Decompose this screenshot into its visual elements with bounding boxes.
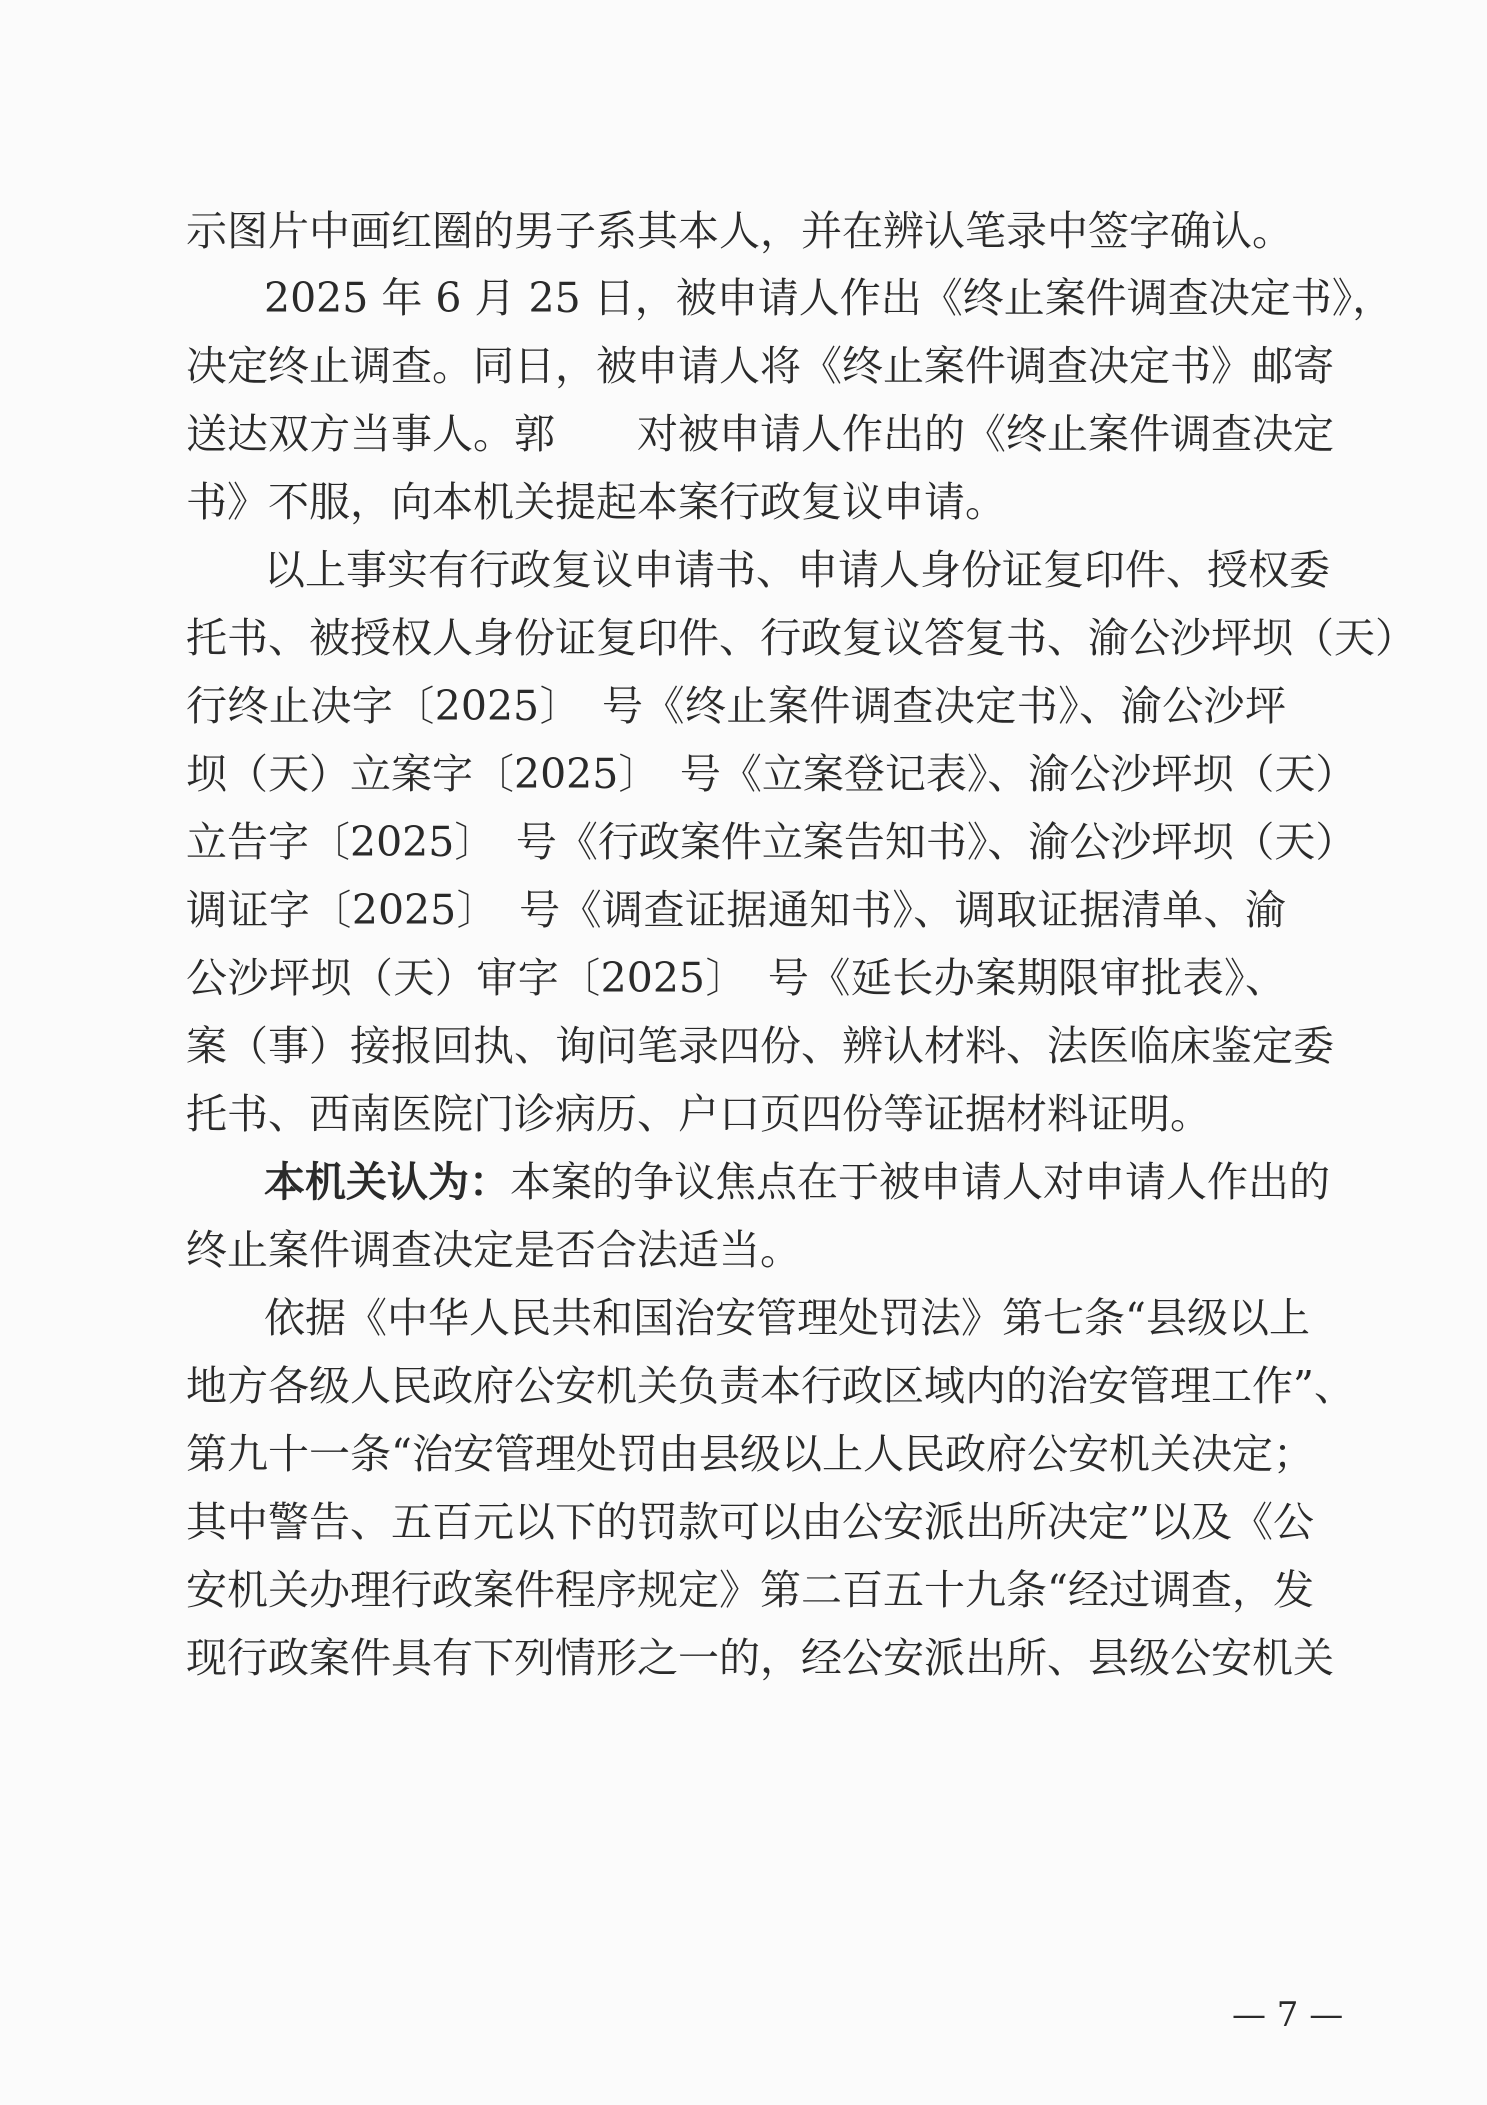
text-line: 其中警告、五百元以下的罚款可以由公安派出所决定”以及《公 <box>186 1498 1314 1546</box>
text-line: 书》不服，向本机关提起本案行政复议申请。 <box>186 478 1006 526</box>
text-line: 终止案件调查决定是否合法适当。 <box>186 1226 801 1274</box>
text-line: 坝（天）立案字〔2025〕 号《立案登记表》、渝公沙坪坝（天） <box>186 750 1357 798</box>
text-line: 决定终止调查。同日，被申请人将《终止案件调查决定书》邮寄 <box>186 342 1334 390</box>
text-line: 调证字〔2025〕 号《调查证据通知书》、调取证据清单、渝 <box>186 886 1286 934</box>
text-line: 托书、西南医院门诊病历、户口页四份等证据材料证明。 <box>186 1090 1211 1138</box>
text-line: 安机关办理行政案件程序规定》第二百五十九条“经过调查，发 <box>186 1566 1314 1614</box>
text-line: 现行政案件具有下列情形之一的，经公安派出所、县级公安机关 <box>186 1634 1334 1682</box>
section-heading: 本机关认为： <box>264 1158 510 1206</box>
text-line <box>264 1152 1330 1212</box>
page-number: — 7 — <box>1232 1995 1344 2035</box>
text-line: 送达双方当事人。郭 对被申请人作出的《终止案件调查决定 <box>186 410 1334 458</box>
text-line: 立告字〔2025〕 号《行政案件立案告知书》、渝公沙坪坝（天） <box>186 818 1357 866</box>
text-line: 行终止决字〔2025〕 号《终止案件调查决定书》、渝公沙坪 <box>186 682 1286 730</box>
text-line: 示图片中画红圈的男子系其本人，并在辨认笔录中签字确认。 <box>186 207 1293 255</box>
text-line: 案（事）接报回执、询问笔录四份、辨认材料、法医临床鉴定委 <box>186 1022 1334 1070</box>
text-line: 第九十一条“治安管理处罚由县级以上人民政府公安机关决定； <box>186 1430 1314 1478</box>
text-line: 托书、被授权人身份证复印件、行政复议答复书、渝公沙坪坝（天） <box>186 614 1416 662</box>
text-line-content: 本案的争议焦点在于被申请人对申请人作出的 <box>510 1158 1330 1206</box>
text-line: 地方各级人民政府公安机关负责本行政区域内的治安管理工作”、 <box>186 1362 1355 1410</box>
text-line: 以上事实有行政复议申请书、申请人身份证复印件、授权委 <box>264 546 1330 594</box>
text-line: 2025 年 6 月 25 日，被申请人作出《终止案件调查决定书》， <box>264 274 1394 322</box>
text-line: 公沙坪坝（天）审字〔2025〕 号《延长办案期限审批表》、 <box>186 954 1286 1002</box>
text-line: 依据《中华人民共和国治安管理处罚法》第七条“县级以上 <box>264 1294 1310 1342</box>
